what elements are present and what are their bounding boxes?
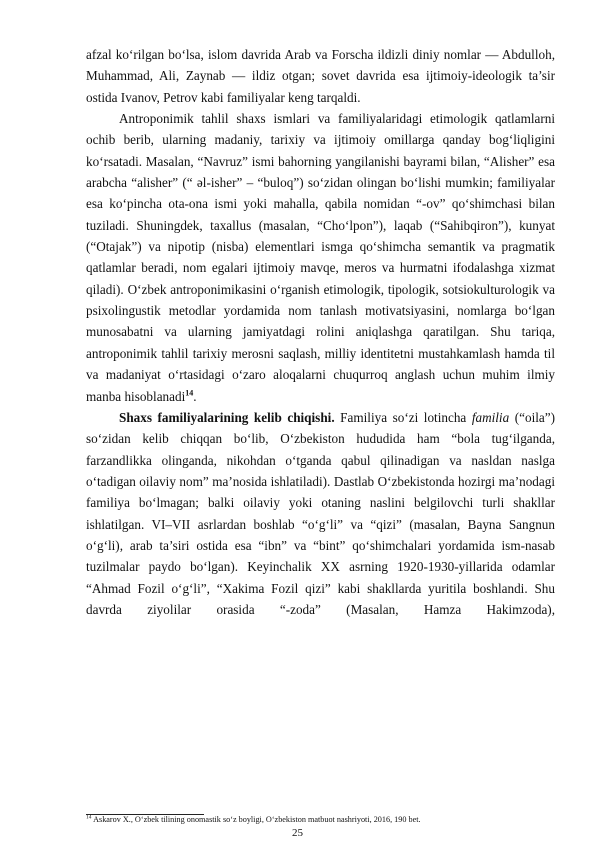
paragraph-3	[86, 407, 555, 620]
footnote-14	[86, 815, 421, 824]
section-heading-surname-origin: Shaxs familiyalarining kelib chiqishi.	[119, 409, 335, 425]
paragraph-2	[86, 108, 555, 407]
paragraph-1: afzal ko‘rilgan bo‘lsa, islom davrida Arab va Forscha ildizli diniy nomlar — Abdulloh, Muhammad, Ali, Zaynab — ildiz otgan; sovet davrida esa ijtimoiy-ideologik ta’sir ostida Ivanov, Petrov kabi familiyalar keng tarqaldi.	[86, 47, 555, 105]
page-body	[86, 44, 555, 620]
latin-term-familia: familia	[471, 409, 510, 425]
paragraph-3-text-b: (“oila”) so‘zidan kelib chiqqan bo‘lib, O‘zbekiston hududida ham “bola tug‘ilganda, farzandlikka olinganda, nikohdan o‘tganda qabul qilinadigan va nasldan naslga o‘tadigan oilaviy nom” ma’nosida ishlatiladi). Dastlab O‘zbekistonda hozirgi ma’nodagi familiya bo‘lmagan; balki oilaviy yoki otaning naslini belgilovchi turli shakllar ishlatilgan. VI–VII asrlardan boshlab “o‘g‘li” va “qizi” (masalan, Bayna Sangnun o‘g‘li), arab ta’siri ostida esa “ibn” va “bint” qo‘shimchalari yordamida ism-nasab tuzilmalar paydo bo‘lgan). Keyinchalik XX asrning 1920-1930-yillarida odamlar “Ahmad Fozil o‘g‘li”, “Xakima Fozil qizi” kabi shakllarda yuritila boshlandi. Shu davrda ziyolilar orasida “-zoda” (Masalan, Hamza Hakimzoda),	[86, 409, 556, 617]
page-number: 25	[292, 827, 303, 839]
footnote-text: Askarov X., O‘zbek tilining onomastik so‘z boyligi, O‘zbekiston matbuot nashriyoti, 2016, 190 bet.	[91, 815, 421, 824]
paragraph-2-text: Antroponimik tahlil shaxs ismlari va familiyalaridagi etimologik qatlamlarni ochib berib, ularning madaniy, tarixiy va ijtimoiy omillarga qanday bog‘liqligini ko‘rsatadi. Masalan, “Navruz” ismi bahorning yangilanishi bayrami bilan, “Alisher” esa arabcha “alisher” (“ əl-isher” – “buloq”) so‘zidan olingan bo‘lishi mumkin; familiyalar esa ko‘pincha ota-ona ismi yoki mahalla, qabila nomidan “-ov” qo‘shimchasi bilan tuziladi. Shuningdek, taxallus (masalan, “Cho‘lpon”), laqab (“Sahibqiron”), kunyat (“Otajak”) va nipotip (nisba) elementlari ismga qo‘shimcha semantik va pragmatik qatlamlar beradi, nom egalari ijtimoiy mavqe, meros va hurmatni ifodalashga xizmat qiladi). O‘zbek antroponimikasini o‘rganish etimologik, tipologik, sotsiokulturologik va psixolingustik metodlar yordamida nom tanlash motivatsiyasini, nomlarga bo‘lgan munosabatni va ularning jamiyatdagi rolini aniqlashga qaratilgan. Shu tariqa, antroponimik tahlil tarixiy merosni saqlash, milliy identitetni mustahkamlash hamda til va madaniyat o‘rtasidagi o‘zaro aloqalarni chuqurroq anglash uchun muhim ilmiy manba hisoblanadi	[86, 111, 555, 404]
footnote-ref-14[interactable]: 14	[185, 388, 194, 398]
paragraph-2-end: .	[193, 388, 197, 404]
footnote-number: 14	[86, 814, 92, 821]
paragraph-3-text-a: Familiya so‘zi lotincha	[334, 409, 472, 425]
